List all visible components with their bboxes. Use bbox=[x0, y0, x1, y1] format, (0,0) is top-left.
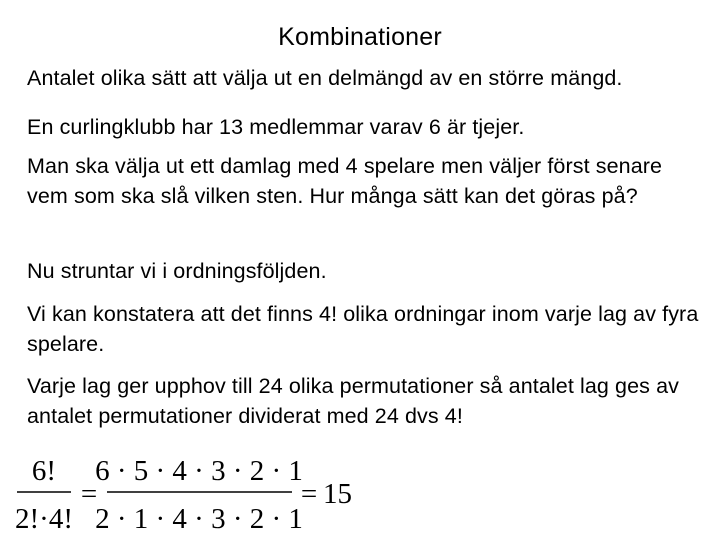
paragraph-orderings: Vi kan konstatera att det finns 4! olika ordningar inom varje lag av fyra spelare. bbox=[27, 302, 699, 356]
slide-title: Kombinationer bbox=[278, 23, 442, 51]
paragraph-question: Man ska välja ut ett damlag med 4 spelare men väljer först senare vem som ska slå vilken sten. Hur många sätt kan det göras på? bbox=[27, 154, 663, 208]
left-denominator: 2!·4! bbox=[15, 503, 73, 535]
combination-formula bbox=[0, 448, 400, 540]
paragraph-definition: Antalet olika sätt att välja ut en delmängd av en större mängd. bbox=[27, 66, 623, 90]
formula-result: 15 bbox=[323, 478, 352, 510]
paragraph-ignore-order: Nu struntar vi i ordningsföljden. bbox=[27, 259, 327, 283]
equals-sign-2: = bbox=[300, 478, 318, 510]
middle-denominator: 2 · 1 · 4 · 3 · 2 · 1 bbox=[95, 503, 303, 535]
middle-numerator: 6 · 5 · 4 · 3 · 2 · 1 bbox=[95, 455, 303, 487]
paragraph-club: En curlingklubb har 13 medlemmar varav 6 är tjejer. bbox=[27, 115, 525, 139]
paragraph-permutations: Varje lag ger upphov till 24 olika permutationer så antalet lag ges av antalet permutationer dividerat med 24 dvs 4! bbox=[27, 374, 679, 428]
left-numerator: 6! bbox=[31, 455, 57, 487]
equals-sign-1: = bbox=[80, 478, 98, 510]
